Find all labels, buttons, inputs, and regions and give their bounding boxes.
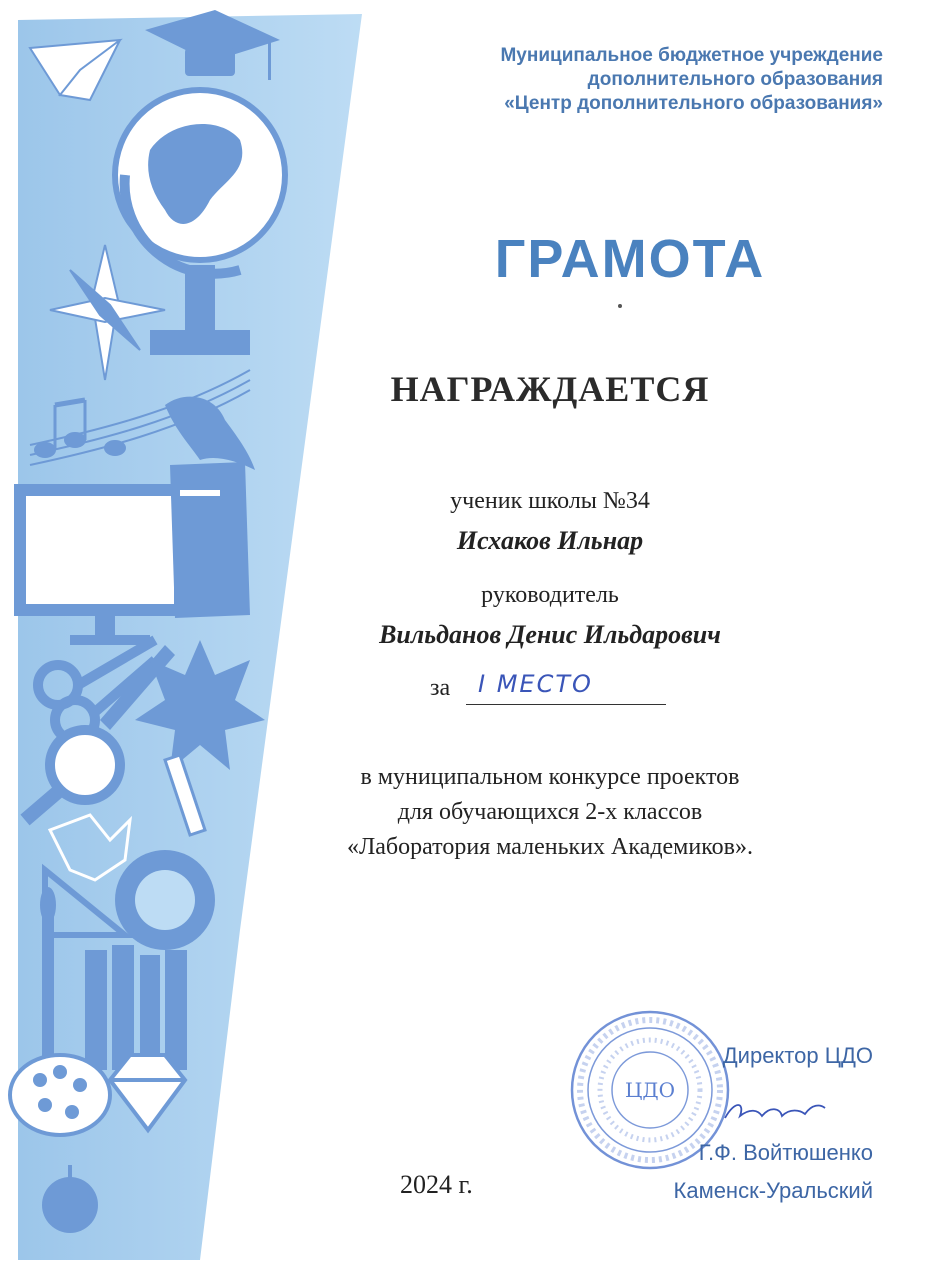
year: 2024 г. [400, 1170, 473, 1199]
header-line: дополнительного образования [587, 69, 883, 90]
contest-description [250, 760, 850, 865]
gear-icon [115, 850, 215, 950]
city: Каменск-Уральский [673, 1178, 873, 1203]
contest-line: «Лаборатория маленьких Академиков». [347, 834, 753, 860]
contest-line: для обучающихся 2-х классов [397, 799, 703, 825]
paintbrush-icon [40, 887, 56, 1060]
contest-line: в муниципальном конкурсе проектов [360, 764, 740, 790]
director-title: Директор ЦДО [722, 1043, 873, 1068]
palette-icon [10, 1055, 110, 1135]
supervisor-name: Вильданов Денис Ильдарович [379, 620, 721, 649]
seal-center-text: ЦДО [624, 1078, 676, 1102]
student-name: Исхаков Ильнар [456, 526, 644, 555]
director-signature [720, 1090, 830, 1130]
ink-dot [618, 304, 622, 308]
for-label: за [430, 675, 451, 701]
student-label: ученик школы №34 [450, 488, 650, 514]
organization-header [323, 44, 883, 116]
for-value-handwritten: I МЕСТО [478, 670, 593, 698]
supervisor-label: руководитель [481, 582, 619, 608]
awarded-heading: НАГРАЖДАЕТСЯ [390, 369, 710, 409]
certificate-title: ГРАМОТА [494, 229, 766, 289]
header-line: Муниципальное бюджетное учреждение [500, 45, 883, 66]
header-line: «Центр дополнительного образования» [504, 93, 883, 114]
director-name: Г.Ф. Войтюшенко [698, 1140, 873, 1165]
